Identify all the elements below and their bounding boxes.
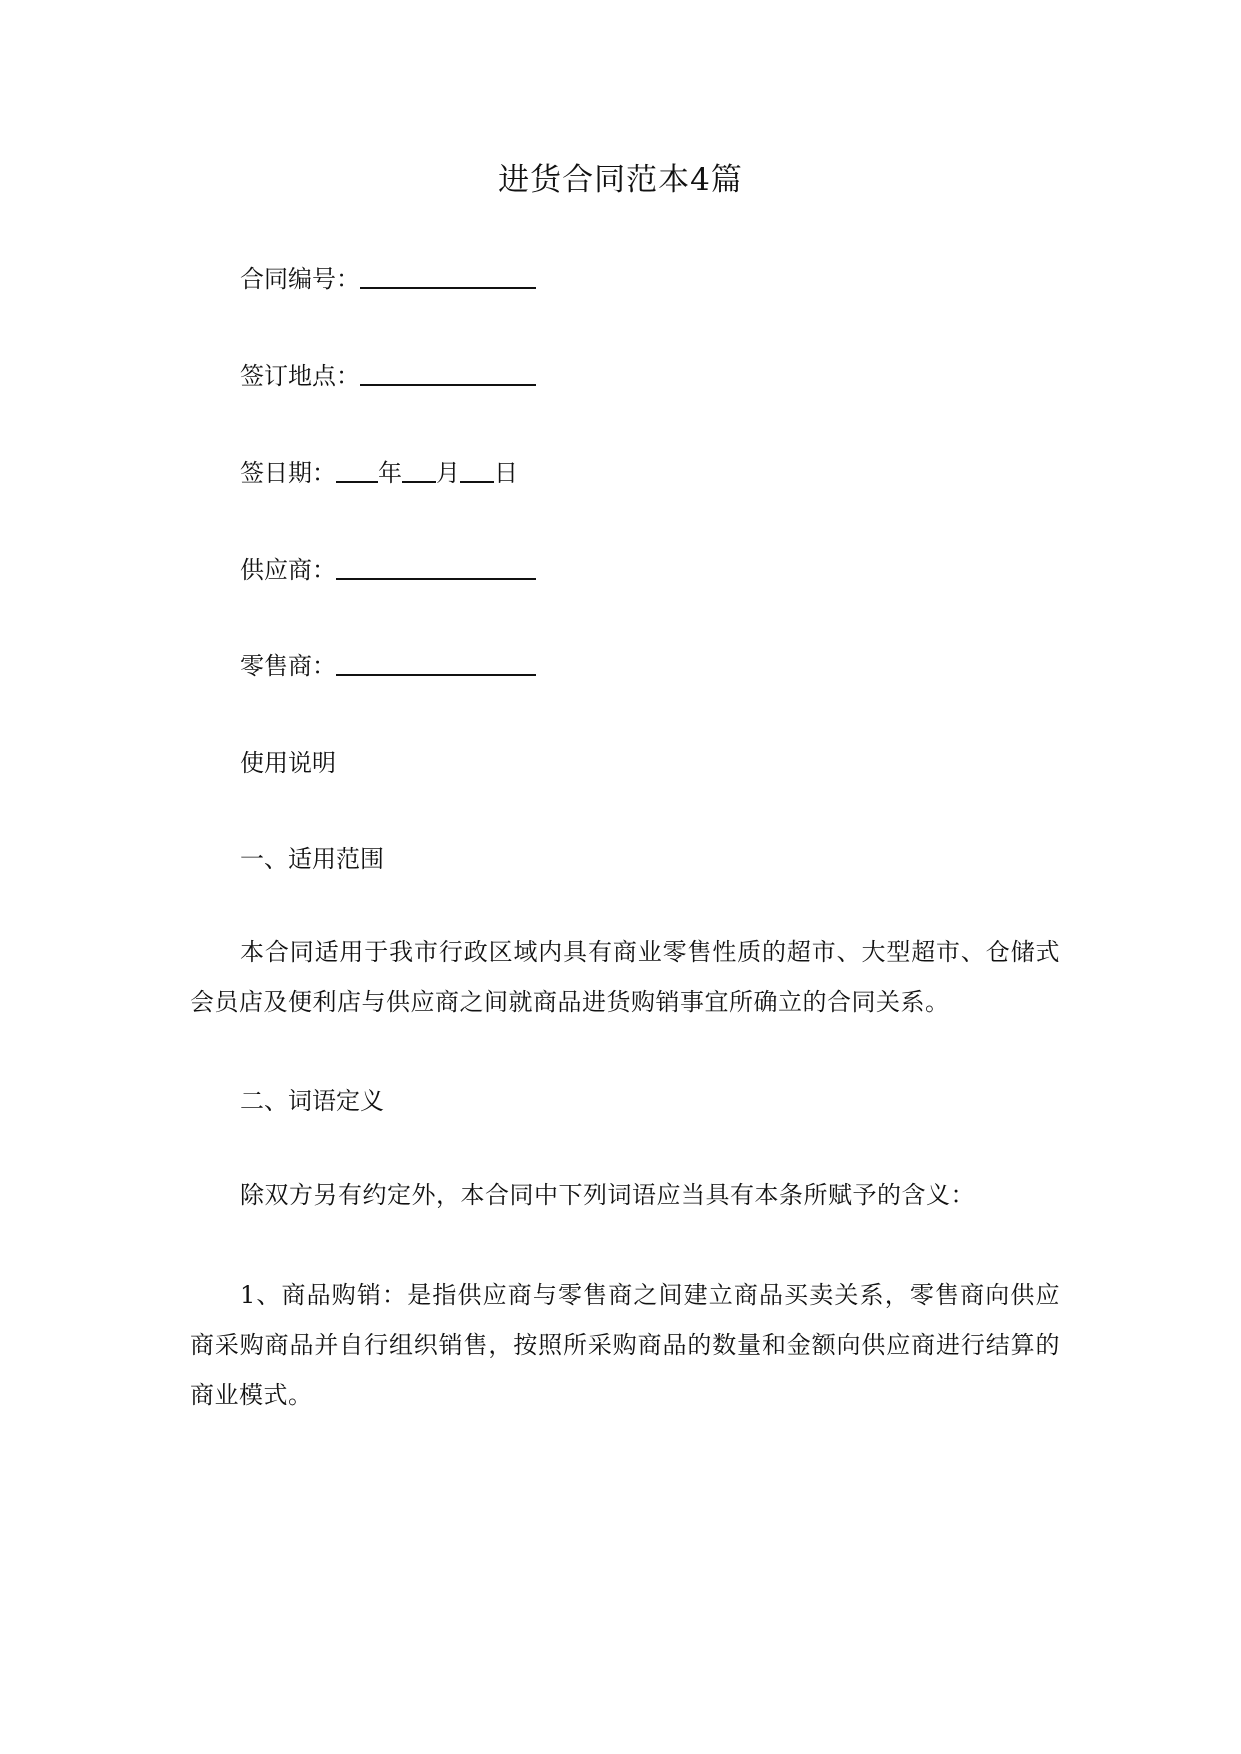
retailer-field xyxy=(240,650,536,682)
usage-heading: 使用说明 xyxy=(240,749,336,777)
section2-intro: 除双方另有约定外，本合同中下列词语应当具有本条所赋予的含义： xyxy=(240,1181,975,1209)
year-blank xyxy=(336,459,378,483)
day-label: 日 xyxy=(494,459,518,487)
supplier-label: 供应商： xyxy=(240,556,336,584)
sign-place-label: 签订地点： xyxy=(240,362,360,390)
document-title: 进货合同范本4篇 xyxy=(498,162,743,198)
retailer-label: 零售商： xyxy=(240,652,336,680)
year-label: 年 xyxy=(378,459,402,487)
day-blank xyxy=(460,459,494,483)
sign-date-label: 签日期： xyxy=(240,459,336,487)
month-blank xyxy=(402,459,436,483)
month-label: 月 xyxy=(436,459,460,487)
section2-heading: 二、词语定义 xyxy=(240,1087,384,1115)
supplier-field xyxy=(240,554,536,586)
retailer-blank xyxy=(336,652,536,676)
section1-body: 本合同适用于我市行政区域内具有商业零售性质的超市、大型超市、仓储式会员店及便利店与供应商之间就商品进货购销事宜所确立的合同关系。 xyxy=(190,938,1060,1016)
contract-number-label: 合同编号： xyxy=(240,265,360,293)
supplier-blank xyxy=(336,556,536,580)
section1-heading: 一、适用范围 xyxy=(240,845,384,873)
section2-item1: 1、商品购销：是指供应商与零售商之间建立商品买卖关系，零售商向供应商采购商品并自行组织销售，按照所采购商品的数量和金额向供应商进行结算的商业模式。 xyxy=(190,1281,1060,1409)
contract-number-field xyxy=(240,263,536,295)
sign-place-blank xyxy=(360,362,536,386)
sign-place-field xyxy=(240,360,536,392)
sign-date-field xyxy=(240,457,518,489)
contract-number-blank xyxy=(360,265,536,289)
